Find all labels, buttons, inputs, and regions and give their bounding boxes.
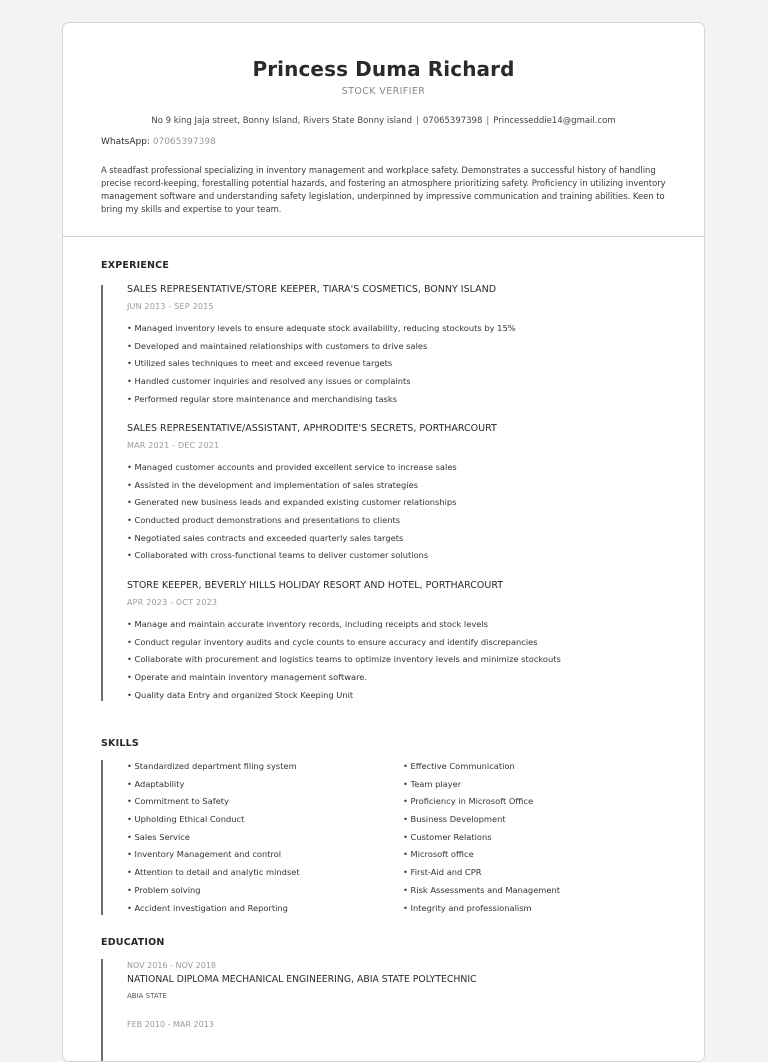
skill-item: • Proficiency in Microsoft Office: [403, 796, 534, 807]
job-dates: APR 2023 - OCT 2023: [127, 598, 218, 607]
phone-text: 07065397398: [422, 116, 483, 126]
job-company: BEVERLY HILLS HOLIDAY RESORT AND HOTEL, PORTHARCOURT: [204, 580, 504, 591]
education-dates: FEB 2010 - MAR 2013: [127, 1020, 214, 1029]
experience-section-title: EXPERIENCE: [101, 260, 170, 271]
job-bullet: • Negotiated sales contracts and exceeded quarterly sales targets: [127, 532, 404, 543]
education-dates: NOV 2016 - NOV 2018: [127, 961, 217, 970]
job-role: SALES REPRESENTATIVE/ASSISTANT,: [127, 423, 301, 434]
job-heading: [127, 423, 497, 434]
skill-item: • Inventory Management and control: [127, 849, 282, 860]
job-bullet: • Managed inventory levels to ensure adequate stock availability, reducing stockouts by 15%: [127, 323, 516, 333]
job-bullet: • Quality data Entry and organized Stock Keeping Unit: [127, 689, 354, 700]
education-heading: [127, 974, 477, 985]
whatsapp-label: WhatsApp:: [101, 137, 150, 147]
job-bullet: • Utilized sales techniques to meet and exceed revenue targets: [127, 358, 393, 369]
skill-item: • Customer Relations: [403, 831, 492, 842]
whatsapp-number: 07065397398: [152, 137, 216, 147]
job-bullet: • Performed regular store maintenance and merchandising tasks: [127, 393, 397, 404]
job-dates: MAR 2021 - DEC 2021: [127, 441, 220, 450]
skill-item: • Standardized department filing system: [127, 761, 297, 771]
skills-list-right: [403, 758, 560, 917]
education-divider-line: [101, 959, 103, 1062]
resume-header: [63, 23, 704, 237]
skill-item: • First-Aid and CPR: [403, 867, 482, 878]
skills-divider-line: [101, 760, 103, 915]
skill-item: • Upholding Ethical Conduct: [127, 814, 245, 825]
job-dates: JUN 2013 - SEP 2015: [127, 302, 214, 311]
job-bullet: • Collaborate with procurement and logistics teams to optimize inventory levels and minimize stockouts: [127, 654, 561, 665]
job-role: STORE KEEPER,: [127, 580, 202, 591]
skill-item: • Commitment to Safety: [127, 796, 229, 807]
skill-item: • Accident investigation and Reporting: [127, 902, 288, 913]
skill-item: • Sales Service: [127, 831, 190, 842]
resume-page: [62, 22, 705, 1062]
job-bullet: • Conducted product demonstrations and presentations to clients: [127, 515, 401, 526]
job-bullet: • Handled customer inquiries and resolved any issues or complaints: [127, 376, 411, 387]
whatsapp-line: [101, 137, 216, 147]
education-location: ABIA STATE: [127, 992, 167, 1000]
skill-item: • Adaptability: [127, 778, 185, 789]
job-bullet: • Collaborated with cross-functional teams to deliver customer solutions: [127, 550, 429, 561]
job-company: TIARA'S COSMETICS, BONNY ISLAND: [322, 284, 497, 295]
job-bullet: • Conduct regular inventory audits and cycle counts to ensure accuracy and identify discrepancies: [127, 636, 538, 647]
job-bullet: • Managed customer accounts and provided excellent service to increase sales: [127, 462, 457, 472]
education-degree: NATIONAL DIPLOMA MECHANICAL ENGINEERING,: [127, 974, 355, 985]
skill-item: • Integrity and professionalism: [403, 902, 532, 913]
skills-list-left: [127, 758, 300, 917]
professional-summary: A steadfast professional specializing in inventory management and workplace safety. Demonstrates a successful history of handling precise record-keeping, forestalling potential hazards, and fostering an atmosphere prioritizing safety. Proficiency in utilizing inventory management software and understanding safety legislation, underpinned by impressive communication and training abilities. Keen to bring my skills and expertise to your team.: [101, 165, 666, 214]
job-bullet-list: [127, 320, 516, 408]
job-bullet: • Manage and maintain accurate inventory records, including receipts and stock levels: [127, 619, 488, 629]
address-text: No 9 king Jaja street, Bonny Island, Rivers State Bonny island: [151, 116, 413, 126]
skill-item: • Problem solving: [127, 884, 201, 895]
job-bullet: • Generated new business leads and expanded existing customer relationships: [127, 497, 457, 508]
job-bullet-list: [127, 459, 457, 565]
skills-section-title: SKILLS: [101, 738, 139, 749]
education-section-title: EDUCATION: [101, 937, 165, 948]
contact-separator: |: [416, 116, 419, 126]
job-bullet-list: [127, 616, 561, 704]
skill-item: • Business Development: [403, 814, 506, 825]
job-bullet: • Developed and maintained relationships with customers to drive sales: [127, 340, 428, 351]
candidate-job-title: STOCK VERIFIER: [341, 86, 426, 97]
job-role: SALES REPRESENTATIVE/STORE KEEPER,: [127, 284, 320, 295]
contact-separator: |: [486, 116, 490, 126]
email-text: Princesseddie14@gmail.com: [493, 116, 616, 126]
job-heading: [127, 284, 496, 295]
skill-item: • Attention to detail and analytic mindset: [127, 867, 300, 878]
contact-line: [63, 116, 704, 126]
job-company: APHRODITE'S SECRETS, PORTHARCOURT: [303, 423, 497, 434]
candidate-name: Princess Duma Richard: [252, 57, 515, 81]
education-school: ABIA STATE POLYTECHNIC: [356, 974, 477, 985]
experience-divider-line: [101, 285, 103, 701]
skill-item: • Team player: [403, 778, 462, 789]
skill-item: • Risk Assessments and Management: [403, 884, 560, 895]
job-bullet: • Assisted in the development and implementation of sales strategies: [127, 479, 419, 490]
skill-item: • Effective Communication: [403, 761, 515, 771]
job-heading: [127, 580, 503, 591]
skill-item: • Microsoft office: [403, 849, 474, 860]
job-bullet: • Operate and maintain inventory management software.: [127, 672, 368, 683]
